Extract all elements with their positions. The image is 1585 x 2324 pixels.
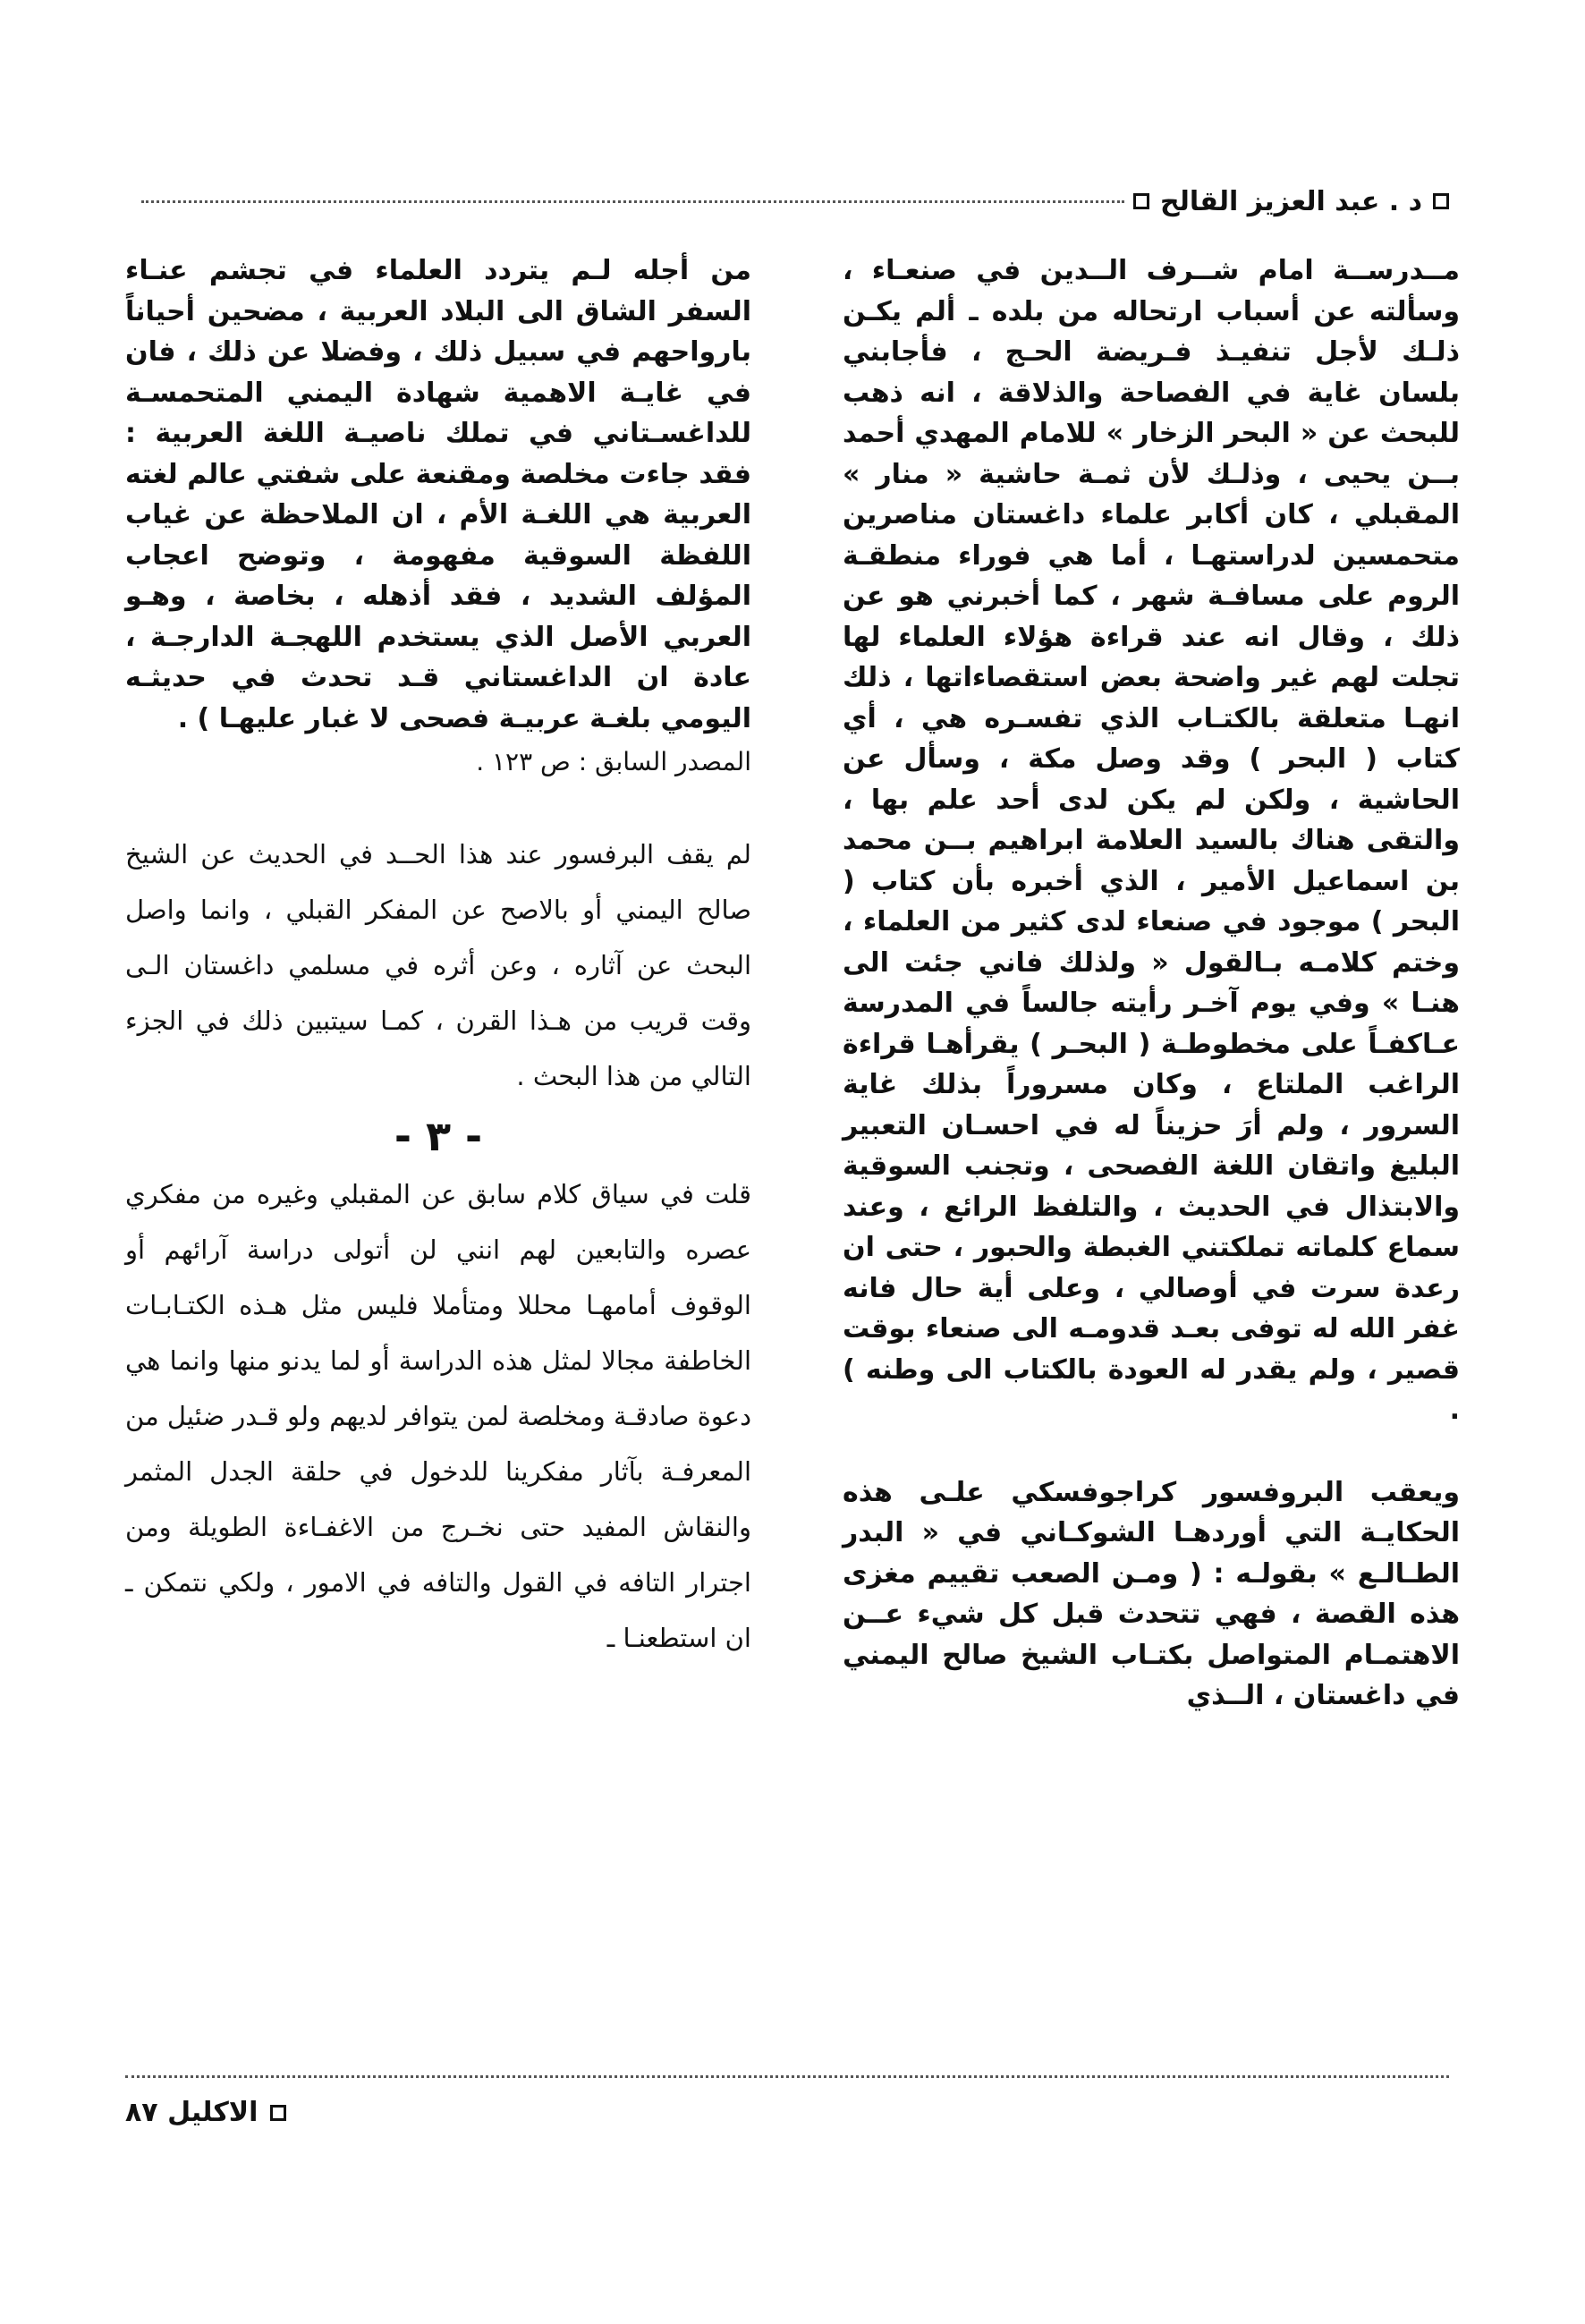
footer-label	[125, 2097, 286, 2128]
quote-text: من أجله لـم يتردد العلماء في تجشم عنـاء السفر الشاق الى البلاد العربية ، مضحين أحياناً بارواحهم في سبيل ذلك ، وفضلا عن ذلك ، فان في غايـة الاهمية شهادة اليمني المتحمسـة للداغسـتاني في تملك ناصيـة اللغة العربية : فقد جاءت مخلصة ومقنعة على شفتي عالم لغته العربية هي اللغـة الأم ، ان الملاحظة عن غياب اللفظة السوقية مفهومة ، وتوضح اعجاب المؤلف الشديد ، فقد أذهله ، بخاصة ، وهـو العربي الأصل الذي يستخدم اللهجـة الدارجـة ، عادة ان الداغستاني قـد تحدث في حديثـه اليومي بلغـة عربيـة فصحى لا غبار عليهـا ) .	[125, 255, 751, 734]
square-bullet-icon	[1133, 193, 1149, 209]
left-paragraph-1: لم يقف البرفسور عند هذا الحــد في الحديث عن الشيخ صالح اليمني أو بالاصح عن المفكر القبلي ، وانما واصل البحث عن آثاره ، وعن أثره في مسلمي داغستان الـى وقت قريب من هـذا القرن ، كمـا سيتبين ذلك في الجزء التالي من هذا البحث .	[125, 839, 751, 1091]
right-paragraph-2: ويعقب البروفسور كراجوفسكي علـى هذه الحكايـة التي أوردهـا الشوكـاني في « البدر الطـالـع » بقولـه : ( ومـن الصعب تقييم مغزى هذه القصة ، فهي تتحدث قبل كل شيء عــن الاهتمـام المتواصل بكتـاب الشيخ صالح اليمني في داغستان ، الــذي	[843, 1476, 1460, 1711]
header-dotted-rule	[141, 200, 1124, 203]
left-paragraph-2: قلت في سياق كلام سابق عن المقبلي وغيره من مفكري عصره والتابعين لهم انني لن أتولى دراسة آرائهم أو الوقوف أمامهـا محللا ومتأملا فليس مثل هـذه الكتـابـات الخاطفة مجالا لمثل هذه الدراسة أو لما يدنو منها وانما هي دعوة صادقـة ومخلصة لمن يتوافر لديهم ولو قـدر ضئيل من المعرفـة بآثار مفكرينا للدخول في حلقة الجدل المثمر والنقاش المفيد حتى نخـرج من الاغفـاءة الطويلة ومن اجترار التافه في القول والتافه في الامور ، ولكي نتمكن ـ ان استطعنـا ـ	[125, 1179, 751, 1653]
quote-block	[125, 250, 751, 739]
header-author: د . عبد العزيز القالح	[1160, 185, 1422, 217]
left-column	[125, 250, 751, 1666]
running-header	[125, 179, 1449, 224]
page-footer	[125, 2075, 1449, 2138]
square-bullet-icon	[270, 2105, 286, 2121]
right-column	[843, 250, 1460, 1717]
square-bullet-icon	[1433, 193, 1449, 209]
right-paragraph-1: مــدرســة امام شــرف الــدين في صنعـاء ، وسألته عن أسباب ارتحاله من بلده ـ ألم يكـن ذلـك لأجل تنفيـذ فـريضة الحـج ، فأجابني بلسان غاية في الفصاحة والذلاقة ، انه ذهب للبحث عن « البحر الزخار » للامام المهدي أحمد بــن يحيى ، وذلـك لأن ثمـة حاشية « منار » المقبلي ، كان أكابر علماء داغستان مناصرين متحمسين لدراستهـا ، أما هي فوراء منطقـة الروم على مسافـة شهر ، كما أخبرني هو عن ذلك ، وقال انه عند قراءة هؤلاء العلماء لها تجلت لهم غير واضحة بعض استقصاءاتها ، ذلك انهـا متعلقة بالكتـاب الذي تفسـره هي ، أي كتاب ( البحر ) وقد وصل مكة ، وسأل عن الحاشية ، ولكن لم يكن لدى أحد علم بها ، والتقى هناك بالسيد العلامة ابراهيم بــن محمد بن اسماعيل الأمير ، الذي أخبره بأن كتاب ( البحر ) موجود في صنعاء لدى كثير من العلماء ، وختم كلامـه بـالقول « ولذلك فاني جئت الى هنـا » وفي يوم آخـر رأيته جالساً في المدرسة عـاكفـاً على مخطوطـة ( البحـر ) يقرأهـا قراءة الراغب الملتاع ، وكان مسروراً بذلك غاية السرور ، ولم أرَ حزيناً له في احسـان التعبير البليغ واتقان اللغة الفصحى ، وتجنب السوقية والابتذال في الحديث ، والتلفظ الرائع ، وعند سماع كلماته تملكتني الغبطة والحبور ، حتى ان رعدة سرت في أوصالي ، وعلى أية حال فانه غفر الله له توفى بعـد قدومـه الى صنعاء بوقت قصير ، ولم يقدر له العودة بالكتاب الى وطنه ) .	[843, 255, 1460, 1426]
source-reference: المصدر السابق : ص ١٢٣ .	[476, 747, 751, 776]
section-marker: - ٣ -	[394, 1112, 483, 1160]
paragraph-block-1	[125, 827, 751, 1104]
paragraph-block-2	[125, 1166, 751, 1666]
footer-dotted-rule	[125, 2075, 1449, 2078]
footer-journal-page: الاكليل ٨٧	[125, 2097, 259, 2128]
